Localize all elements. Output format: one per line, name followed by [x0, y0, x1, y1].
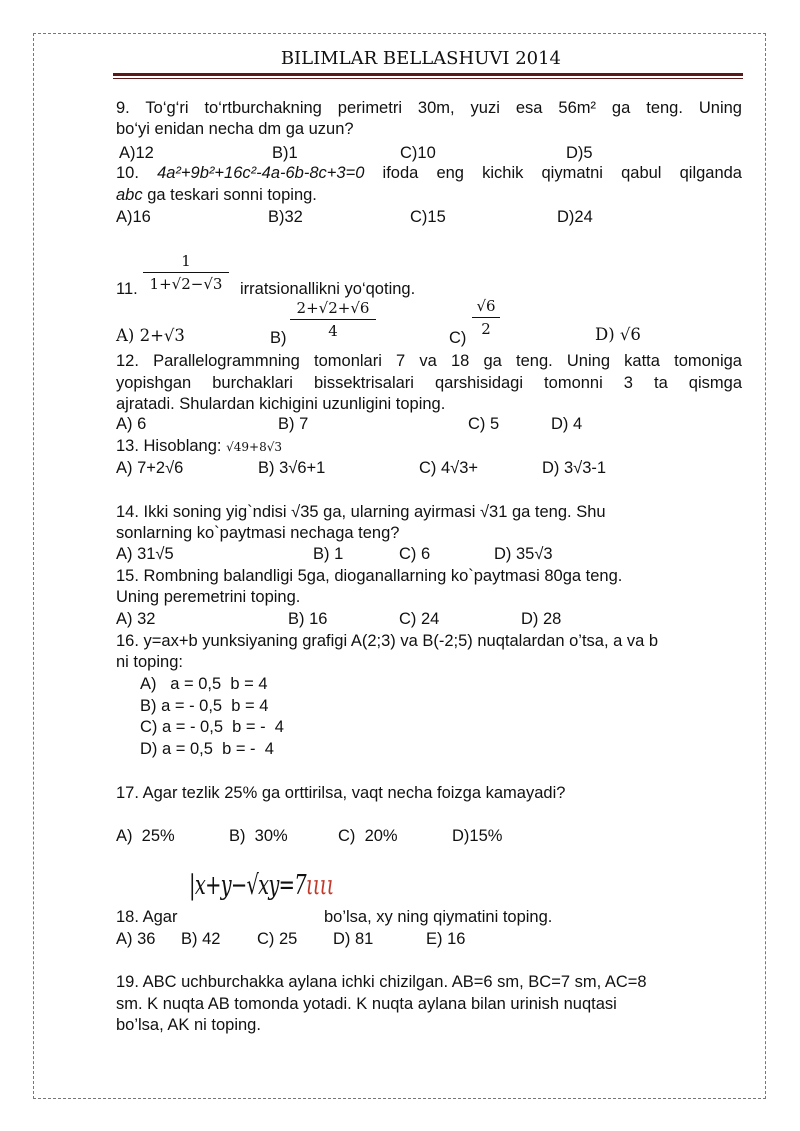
q16-option-b: B) a = - 0,5 b = 4 [140, 697, 269, 715]
q11-option-c-denominator: 2 [481, 320, 491, 338]
q17-option-b: B) 30% [229, 827, 288, 845]
q15-line2: Uning peremetrini toping. [116, 588, 301, 606]
q11-option-c-label: C) [449, 329, 467, 347]
q10-text2: ga teskari sonni toping. [142, 186, 317, 204]
q11-fraction-numerator: 1 [181, 252, 191, 270]
q19-line1: 19. ABC uchburchakka aylana ichki chizilgan. AB=6 sm, BC=7 sm, AC=8 [116, 973, 647, 991]
q11-option-b-fraction [290, 299, 376, 340]
q11-option-b-label: B) [270, 329, 287, 347]
q11-number: 11. [116, 280, 138, 298]
page-header [113, 48, 743, 69]
q18-suffix: bo’lsa, xy ning qiymatini toping. [324, 908, 553, 926]
q11-fraction-denominator: 1+√2−√3 [149, 275, 223, 293]
q11-option-a: A) 2+√3 [116, 326, 185, 345]
q12-option-b: B) 7 [278, 415, 309, 433]
q18-handwritten-tail: ιιιι [305, 870, 334, 901]
q9-line1: 9. To‘g‘ri to‘rtburchakning perimetri 30m, yuzi esa 56m² ga teng. Uning [116, 99, 742, 117]
q10-line2 [116, 185, 317, 205]
q18-option-b: B) 42 [181, 930, 221, 948]
q11-fraction-bar [143, 272, 229, 273]
q18-option-d: D) 81 [333, 930, 374, 948]
q10-number: 10. [116, 164, 139, 182]
q10-option-c: C)15 [410, 208, 446, 226]
q11-option-d: D) √6 [595, 325, 641, 344]
q10-abc: abc [116, 186, 143, 204]
q15-option-b: B) 16 [288, 610, 328, 628]
q16-line2: ni toping: [116, 653, 183, 671]
q17-text: 17. Agar tezlik 25% ga orttirilsa, vaqt necha foizga kamayadi? [116, 784, 566, 802]
q13-line [116, 436, 282, 457]
q14-option-a: A) 31√5 [116, 545, 174, 563]
q10-option-a: A)16 [116, 208, 151, 226]
q10-option-d: D)24 [557, 208, 593, 226]
q11-text: irratsionallikni yo‘qoting. [240, 280, 416, 298]
header-rule-thin [113, 78, 743, 79]
q11-option-c-numerator: √6 [476, 297, 496, 315]
header-title: BILIMLAR BELLASHUVI 2014 [280, 48, 561, 69]
q16-option-a: A) a = 0,5 b = 4 [140, 675, 268, 693]
q9-option-c: C)10 [400, 144, 436, 162]
q10-expression: 4a²+9b²+16c²-4a-6b-8c+3=0 [157, 164, 365, 182]
q18-prefix: 18. Agar [116, 908, 178, 926]
q18-option-e: E) 16 [426, 930, 466, 948]
q10-option-b: B)32 [268, 208, 303, 226]
q12-line3: ajratadi. Shulardan kichigini uzunligini toping. [116, 395, 446, 413]
q15-option-d: D) 28 [521, 610, 562, 628]
q14-line1: 14. Ikki soning yig`ndisi √35 ga, ularning ayirmasi √31 ga teng. Shu [116, 503, 606, 521]
q13-text: 13. Hisoblang: [116, 437, 222, 455]
q11-fraction [143, 252, 229, 293]
q14-option-d: D) 35√3 [494, 545, 553, 563]
q12-line1: 12. Parallelogrammning tomonlari 7 va 18 ga teng. Uning katta tomoniga [116, 352, 742, 370]
q15-line1: 15. Rombning balandligi 5ga, dioganallarning ko`paytmasi 80ga teng. [116, 567, 623, 585]
q18-option-c: C) 25 [257, 930, 298, 948]
q12-option-a: A) 6 [116, 415, 147, 433]
q12-line2: yopishgan burchaklari bissektrisalari qarshisidagi tomonni 3 ta qismga [116, 374, 742, 392]
q18-option-a: A) 36 [116, 930, 156, 948]
q9-option-b: B)1 [272, 144, 298, 162]
q11-option-c-fraction [472, 297, 500, 338]
q14-line2: sonlarning ko`paytmasi nechaga teng? [116, 524, 400, 542]
q12-option-c: C) 5 [468, 415, 500, 433]
q15-option-c: C) 24 [399, 610, 440, 628]
q16-option-c: C) a = - 0,5 b = - 4 [140, 718, 284, 736]
q17-option-d: D)15% [452, 827, 503, 845]
q17-option-c: C) 20% [338, 827, 398, 845]
q13-option-d: D) 3√3-1 [542, 459, 607, 477]
q14-option-b: B) 1 [313, 545, 344, 563]
q9-option-a: A)12 [119, 144, 154, 162]
q9-line2: bo‘yi enidan necha dm ga uzun? [116, 120, 354, 138]
q12-option-d: D) 4 [551, 415, 583, 433]
q13-expression: √49+8√3 [226, 440, 282, 454]
q13-option-b: B) 3√6+1 [258, 459, 326, 477]
q17-option-a: A) 25% [116, 827, 175, 845]
q19-line2: sm. K nuqta AB tomonda yotadi. K nuqta aylana bilan urinish nuqtasi [116, 995, 617, 1013]
q11-option-b-denominator: 4 [328, 322, 338, 340]
q13-option-c: C) 4√3+ [419, 459, 479, 477]
q16-line1: 16. y=ax+b yunksiyaning grafigi A(2;3) va B(-2;5) nuqtalardan o’tsa, a va b [116, 632, 659, 650]
q13-option-a: A) 7+2√6 [116, 459, 184, 477]
q16-option-d: D) a = 0,5 b = - 4 [140, 740, 274, 758]
q9-option-d: D)5 [566, 144, 593, 162]
q11-option-b-numerator: 2+√2+√6 [296, 299, 370, 317]
q19-line3: bo’lsa, AK ni toping. [116, 1016, 261, 1034]
q10-line1 [116, 163, 742, 183]
q18-handwritten-expression: |x+y−√xy=7ιιιι [189, 870, 334, 901]
q15-option-a: A) 32 [116, 610, 156, 628]
q10-text1: ifoda eng kichik qiymatni qabul qilganda [364, 164, 742, 182]
q14-option-c: C) 6 [399, 545, 431, 563]
header-rule-thick [113, 73, 743, 76]
